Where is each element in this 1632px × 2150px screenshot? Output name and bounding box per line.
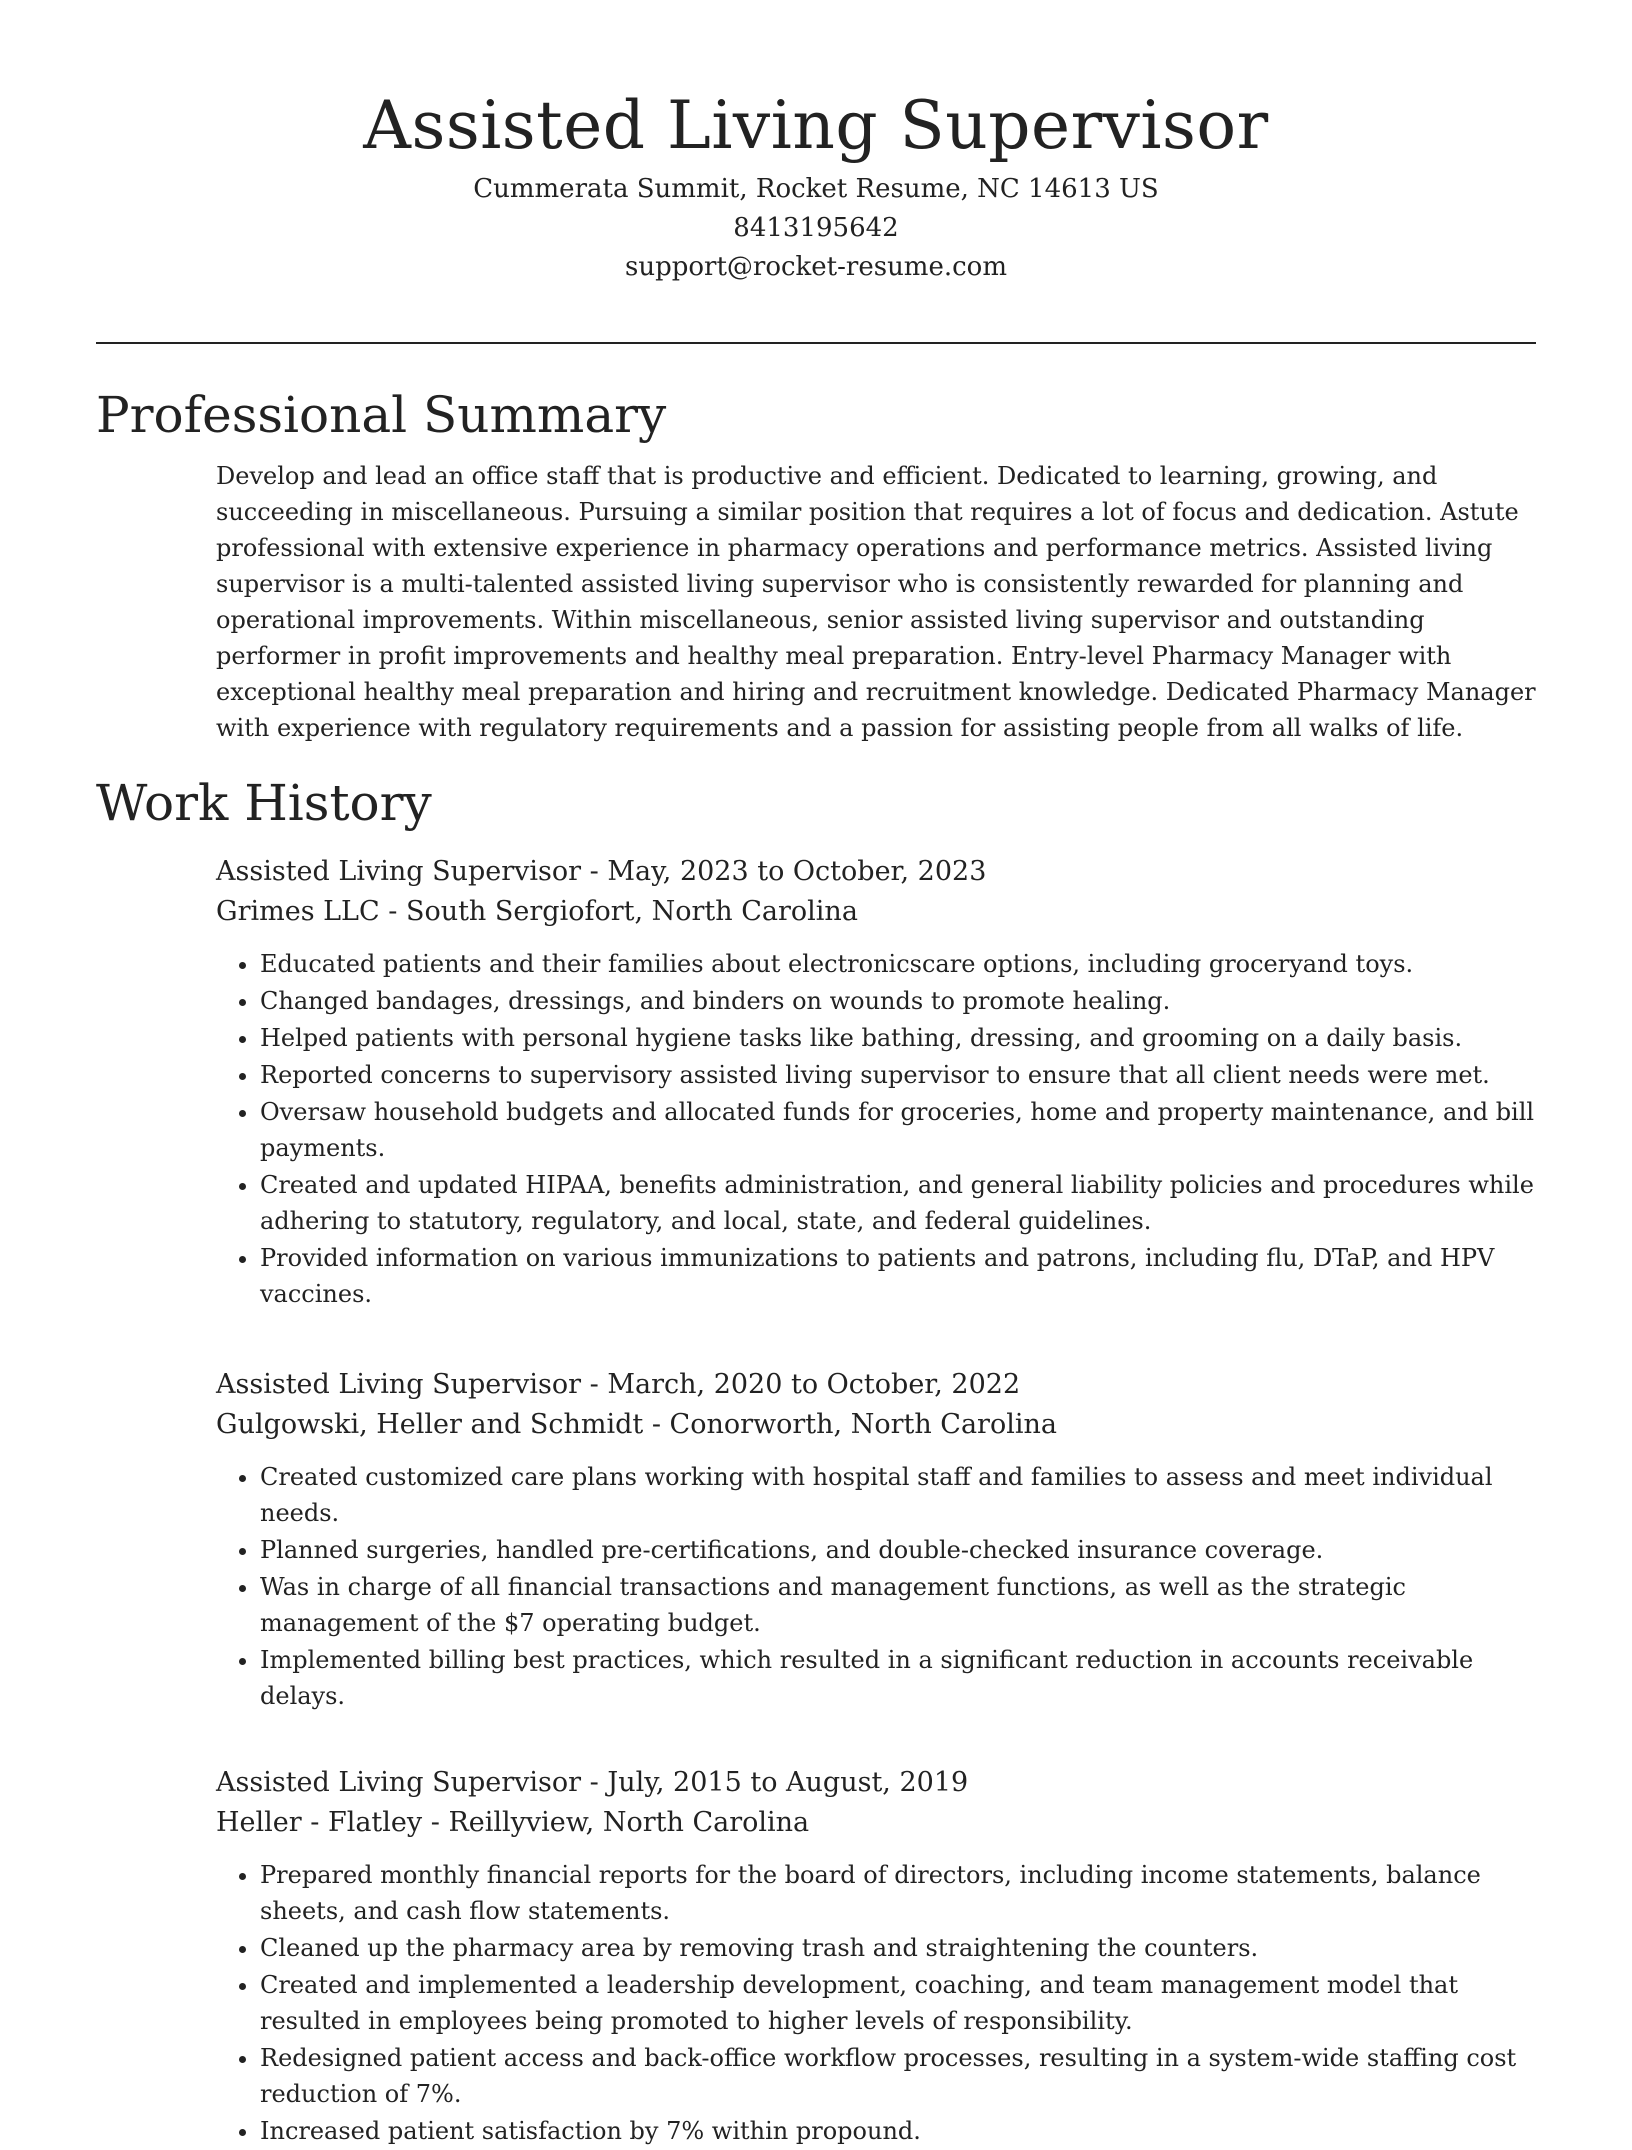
job-bullet: • Increased patient satisfaction by 7% within propound. [260, 2113, 1536, 2149]
job-company: Heller - Flatley [216, 1807, 423, 1838]
job-bullet: • Planned surgeries, handled pre-certifications, and double-checked insurance coverage. [260, 1532, 1536, 1568]
work-history-section [216, 852, 1536, 2149]
job-title-line [216, 1365, 1536, 1405]
job-bullet: • Cleaned up the pharmacy area by removing trash and straightening the counters. [260, 1930, 1536, 1966]
job-bullets [216, 1857, 1536, 2149]
job-bullets [216, 946, 1536, 1312]
summary-heading: Professional Summary [96, 386, 667, 444]
job-bullet: • Created and implemented a leadership development, coaching, and team management model that resulted in employees being promoted to higher levels of responsibility. [260, 1967, 1536, 2039]
job-bullet: • Created and updated HIPAA, benefits administration, and general liability policies and procedures while adhering to statutory, regulatory, and local, state, and federal guidelines. [260, 1167, 1536, 1239]
resume-content [96, 380, 1536, 2150]
job-spacer [216, 1313, 1536, 1347]
header-divider [96, 342, 1536, 344]
job-bullet: • Created customized care plans working with hospital staff and families to assess and meet individual needs. [260, 1459, 1536, 1531]
job-entry [216, 1763, 1536, 2149]
job-bullet: • Provided information on various immunizations to patients and patrons, including flu, DTaP, and HPV vaccines. [260, 1240, 1536, 1312]
job-title-line [216, 852, 1536, 892]
job-bullet: • Prepared monthly financial reports for the board of directors, including income statements, balance sheets, and cash flow statements. [260, 1857, 1536, 1929]
job-role: Assisted Living Supervisor [216, 1767, 582, 1798]
job-location: - Reillyview, North Carolina [422, 1807, 810, 1838]
job-bullet: • Helped patients with personal hygiene tasks like bathing, dressing, and grooming on a daily basis. [260, 1020, 1536, 1056]
job-bullet: • Oversaw household budgets and allocated funds for groceries, home and property maintenance, and bill payments. [260, 1094, 1536, 1166]
work-history-heading: Work History [96, 774, 432, 832]
job-company-line [216, 1405, 1536, 1445]
job-bullet: • Reported concerns to supervisory assisted living supervisor to ensure that all client needs were met. [260, 1057, 1536, 1093]
job-location: - Conorworth, North Carolina [643, 1409, 1057, 1440]
job-spacer [216, 1715, 1536, 1745]
job-dates: - May, 2023 to October, 2023 [581, 856, 987, 887]
job-bullets [216, 1459, 1536, 1714]
job-role: Assisted Living Supervisor [216, 856, 582, 887]
contact-phone: 8413195642 [733, 213, 899, 243]
resume-header [0, 0, 1632, 287]
job-dates: - March, 2020 to October, 2022 [581, 1369, 1021, 1400]
job-bullet: • Changed bandages, dressings, and binders on wounds to promote healing. [260, 983, 1536, 1019]
job-bullet: • Implemented billing best practices, which resulted in a significant reduction in accounts receivable delays. [260, 1642, 1536, 1714]
job-location: - South Sergiofort, North Carolina [379, 896, 858, 927]
job-company-line [216, 1803, 1536, 1843]
job-bullet: • Educated patients and their families about electronicscare options, including groceryand toys. [260, 946, 1536, 982]
candidate-name: Assisted Living Supervisor [363, 87, 1269, 164]
job-entry [216, 852, 1536, 1312]
job-company: Grimes LLC [216, 896, 380, 927]
job-bullet: • Redesigned patient access and back-office workflow processes, resulting in a system-wide staffing cost reduction of 7%. [260, 2040, 1536, 2112]
job-company-line [216, 892, 1536, 932]
job-title-line [216, 1763, 1536, 1803]
job-bullet: • Was in charge of all financial transactions and management functions, as well as the strategic management of the $7 operating budget. [260, 1569, 1536, 1641]
job-entry [216, 1365, 1536, 1714]
summary-text: Develop and lead an office staff that is productive and efficient. Dedicated to learning, growing, and succeeding in miscellaneous. Pursuing a similar position that requires a lot of focus and dedication. Astute professional with extensive experience in pharmacy operations and performance metrics. Assisted living supervisor is a multi-talented assisted living supervisor who is consistently rewarded for planning and operational improvements. Within miscellaneous, senior assisted living supervisor and outstanding performer in profit improvements and healthy meal preparation. Entry-level Pharmacy Manager with exceptional healthy meal preparation and hiring and recruitment knowledge. Dedicated Pharmacy Manager with experience with regulatory requirements and a passion for assisting people from all walks of life. [216, 462, 1536, 742]
job-role: Assisted Living Supervisor [216, 1369, 582, 1400]
job-dates: - July, 2015 to August, 2019 [581, 1767, 969, 1798]
contact-address: Cummerata Summit, Rocket Resume, NC 14613 US [473, 174, 1159, 204]
job-company: Gulgowski, Heller and Schmidt [216, 1409, 644, 1440]
contact-email: support@rocket-resume.com [624, 252, 1007, 282]
summary-section [216, 458, 1536, 746]
